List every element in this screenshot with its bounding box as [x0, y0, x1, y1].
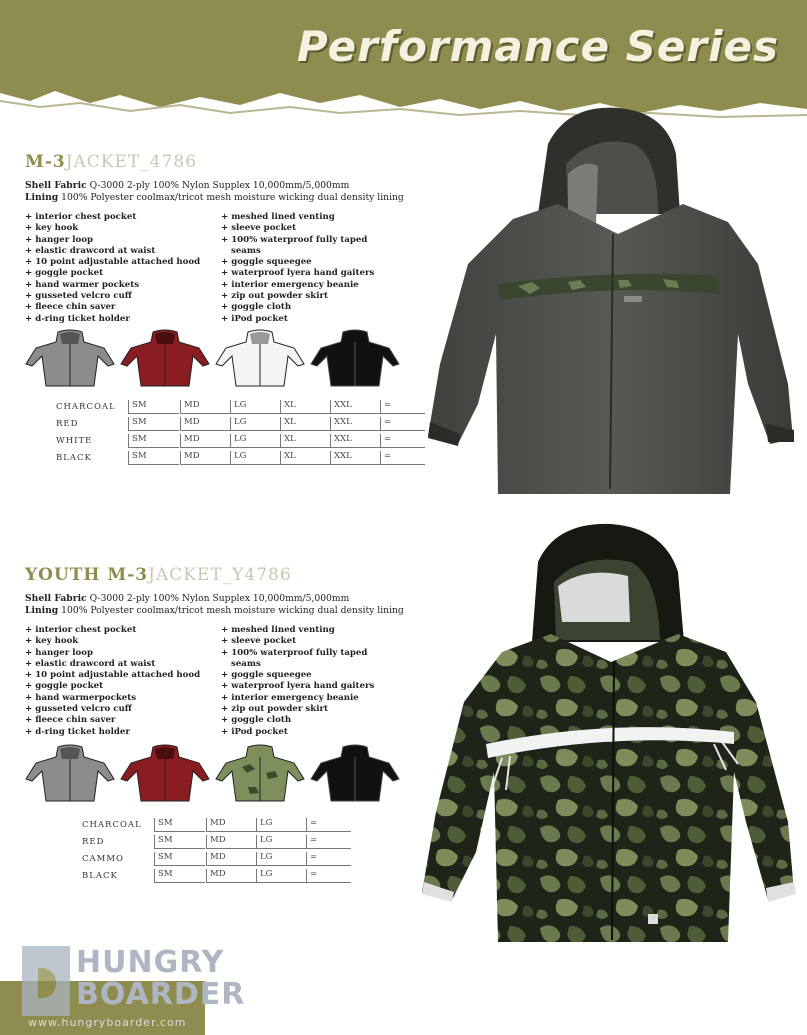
size-cell[interactable]: XL [280, 417, 331, 431]
feature-item: + goggle pocket [25, 681, 104, 692]
feature-item: + meshed lined venting [221, 212, 335, 222]
size-cell[interactable]: SM [128, 417, 179, 431]
feature-item: + fleece chin saver [25, 715, 116, 726]
footer-white-panel [205, 952, 807, 1035]
feature-item: + hand warmer pockets [25, 279, 140, 290]
feature-item: + d-ring ticket holder [25, 313, 130, 324]
size-row [82, 869, 362, 886]
size-cell[interactable]: = [306, 835, 351, 849]
size-cell[interactable]: = [380, 451, 425, 465]
product-title-code: JACKET_Y4786 [148, 565, 292, 585]
feature-item: + d-ring ticket holder [25, 726, 130, 737]
product-title [25, 565, 425, 585]
size-grid [82, 818, 362, 886]
size-row [56, 451, 426, 468]
feature-item: + goggle squeegee [221, 257, 312, 268]
shell-fabric-spec: Shell Fabric Q-3000 2-ply 100% Nylon Supplex 10,000mm/5,000mm [25, 180, 350, 191]
color-label: WHITE [56, 436, 93, 446]
feature-item: + fleece chin saver [25, 302, 116, 313]
feature-column-right [221, 625, 421, 738]
size-cell[interactable]: MD [180, 451, 231, 465]
top-banner [0, 0, 807, 118]
feature-item: + interior chest pocket [25, 212, 137, 222]
logo-word-2: BOARDER [76, 977, 246, 1012]
jacket-swatch-cammo [214, 743, 306, 805]
feature-item: + iPod pocket [221, 313, 288, 324]
size-cell[interactable]: MD [206, 852, 257, 866]
feature-column-left [25, 212, 221, 325]
feature-item: + hanger loop [25, 234, 93, 245]
color-label: CAMMO [82, 854, 125, 864]
size-cell[interactable]: LG [256, 818, 307, 832]
size-cell[interactable]: MD [206, 869, 257, 883]
feature-item: + waterproof lyera hand gaiters [221, 268, 375, 279]
logo-mark-icon [22, 946, 70, 1016]
size-cell[interactable]: = [380, 400, 425, 414]
feature-item: seams [231, 658, 261, 669]
feature-item: + sleeve pocket [221, 636, 297, 647]
size-cell[interactable]: LG [230, 400, 281, 414]
color-swatches [24, 743, 404, 805]
size-cell[interactable]: LG [256, 869, 307, 883]
shell-fabric-spec: Shell Fabric Q-3000 2-ply 100% Nylon Supplex 10,000mm/5,000mm [25, 593, 350, 604]
size-cell[interactable]: LG [230, 451, 281, 465]
size-cell[interactable]: MD [206, 818, 257, 832]
size-cell[interactable]: XXL [330, 451, 381, 465]
feature-item: + 100% waterproof fully taped [221, 647, 368, 658]
hungry-boarder-logo[interactable] [18, 940, 246, 1035]
product-title-prefix: M-3 [25, 152, 66, 172]
color-label: RED [56, 419, 79, 429]
series-title: Performance Series [296, 22, 779, 71]
size-cell[interactable]: MD [180, 400, 231, 414]
lining-spec: Lining 100% Polyester coolmax/tricot mesh moisture wicking dual density lining [25, 192, 404, 203]
feature-item: + hand warmerpockets [25, 692, 137, 703]
feature-list [25, 212, 425, 325]
size-cell[interactable]: XXL [330, 400, 381, 414]
size-grid [56, 400, 426, 468]
size-cell[interactable]: XL [280, 434, 331, 448]
jacket-swatch-charcoal [24, 743, 116, 805]
size-cell[interactable]: = [306, 818, 351, 832]
feature-item: + zip out powder skirt [221, 291, 328, 302]
size-cell[interactable]: SM [154, 869, 205, 883]
size-cell[interactable]: SM [154, 835, 205, 849]
feature-item: + sleeve pocket [221, 223, 297, 234]
feature-item: + key hook [25, 223, 79, 234]
feature-item: + iPod pocket [221, 726, 288, 737]
feature-item: + waterproof lyera hand gaiters [221, 681, 375, 692]
size-cell[interactable]: SM [128, 434, 179, 448]
product-title-prefix: YOUTH M-3 [25, 565, 149, 585]
feature-item: + 10 point adjustable attached hood [25, 257, 201, 268]
color-label: BLACK [56, 453, 92, 463]
feature-item: + interior emergency beanie [221, 279, 359, 290]
size-cell[interactable]: LG [230, 417, 281, 431]
feature-item: + 100% waterproof fully taped [221, 234, 368, 245]
feature-item: seams [231, 245, 261, 256]
size-row [56, 400, 426, 417]
feature-list [25, 625, 425, 738]
feature-item: + hanger loop [25, 647, 93, 658]
size-cell[interactable]: XXL [330, 434, 381, 448]
size-cell[interactable]: XL [280, 400, 331, 414]
jacket-swatch-black [309, 743, 401, 805]
feature-item: + gusseted velcro cuff [25, 291, 132, 302]
feature-item: + interior emergency beanie [221, 692, 359, 703]
jacket-swatch-white [214, 328, 306, 390]
feature-item: + meshed lined venting [221, 625, 335, 635]
feature-column-right [221, 212, 421, 325]
color-label: BLACK [82, 871, 118, 881]
feature-item: + goggle squeegee [221, 670, 312, 681]
color-label: CHARCOAL [82, 820, 142, 830]
size-cell[interactable]: XL [280, 451, 331, 465]
color-swatches [24, 328, 404, 390]
feature-item: + zip out powder skirt [221, 704, 328, 715]
jacket-photo-charcoal [418, 104, 803, 494]
feature-item: + elastic drawcord at waist [25, 658, 156, 669]
jacket-swatch-charcoal [24, 328, 116, 390]
jacket-swatch-red [119, 743, 211, 805]
size-row [56, 434, 426, 451]
size-cell[interactable]: LG [230, 434, 281, 448]
feature-column-left [25, 625, 221, 738]
size-cell[interactable]: MD [206, 835, 257, 849]
feature-item: + interior chest pocket [25, 625, 137, 635]
size-cell[interactable]: LG [256, 852, 307, 866]
product-title-code: JACKET_4786 [65, 152, 198, 172]
size-cell[interactable]: SM [128, 400, 179, 414]
size-row [82, 852, 362, 869]
feature-item: + gusseted velcro cuff [25, 704, 132, 715]
size-cell[interactable]: = [380, 417, 425, 431]
jacket-swatch-black [309, 328, 401, 390]
size-cell[interactable]: MD [180, 417, 231, 431]
feature-item: + goggle cloth [221, 302, 292, 313]
size-cell[interactable]: SM [154, 852, 205, 866]
feature-item: + goggle cloth [221, 715, 292, 726]
product-title [25, 152, 425, 172]
size-cell[interactable]: = [306, 869, 351, 883]
size-row [56, 417, 426, 434]
feature-item: + goggle pocket [25, 268, 104, 279]
jacket-swatch-red [119, 328, 211, 390]
size-cell[interactable]: SM [154, 818, 205, 832]
feature-item: + key hook [25, 636, 79, 647]
size-row [82, 818, 362, 835]
color-label: RED [82, 837, 105, 847]
size-cell[interactable]: LG [256, 835, 307, 849]
product-m3-jacket [25, 152, 425, 325]
size-cell[interactable]: XXL [330, 417, 381, 431]
jacket-photo-camo [416, 522, 804, 950]
size-cell[interactable]: MD [180, 434, 231, 448]
product-youth-m3-jacket [25, 565, 425, 738]
logo-word-1: HUNGRY [76, 945, 225, 980]
logo-url: www.hungryboarder.com [28, 1016, 187, 1029]
lining-spec: Lining 100% Polyester coolmax/tricot mesh moisture wicking dual density lining [25, 605, 404, 616]
feature-item: + 10 point adjustable attached hood [25, 670, 201, 681]
feature-item: + elastic drawcord at waist [25, 245, 156, 256]
size-cell[interactable]: = [380, 434, 425, 448]
size-cell[interactable]: SM [128, 451, 179, 465]
color-label: CHARCOAL [56, 402, 116, 412]
size-row [82, 835, 362, 852]
size-cell[interactable]: = [306, 852, 351, 866]
